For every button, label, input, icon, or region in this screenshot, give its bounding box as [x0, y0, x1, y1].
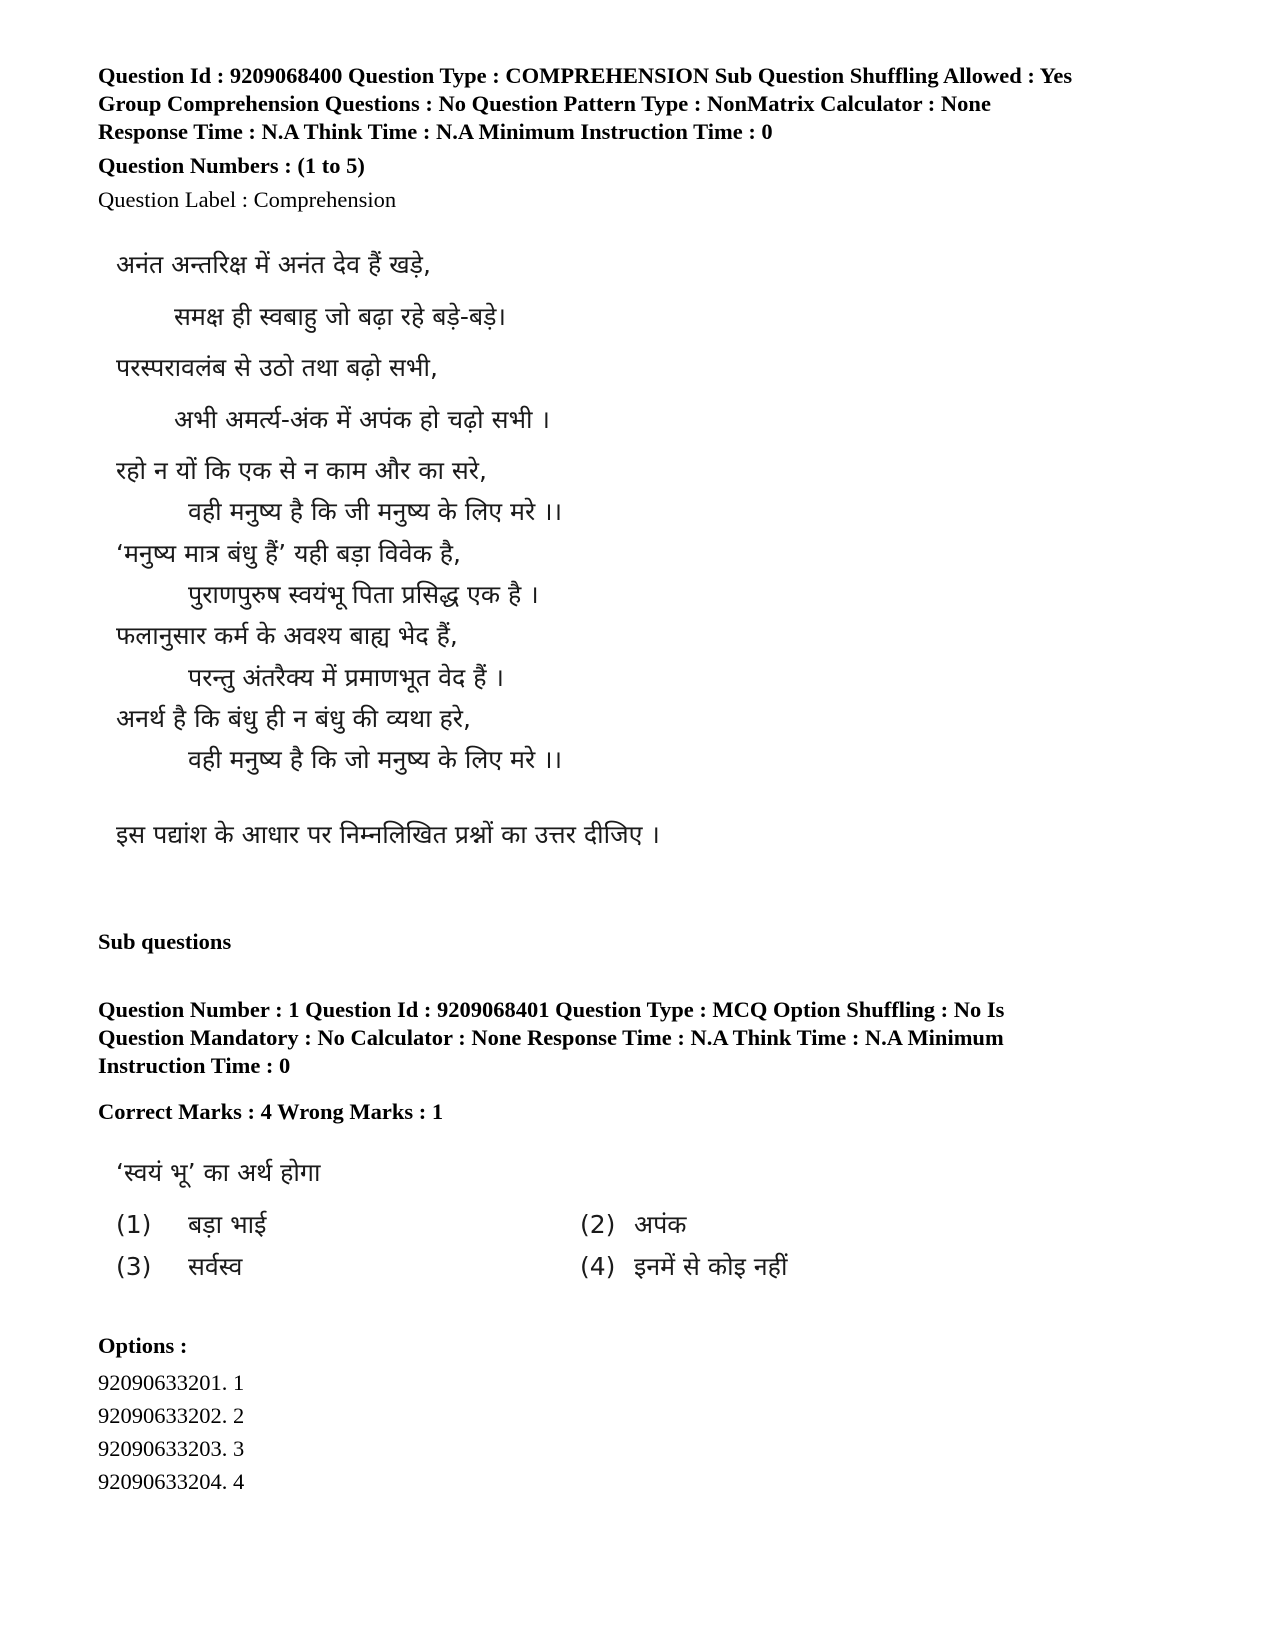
meta-line: Question Id : 9209068400 Question Type : COMPREHENSION Sub Question Shuffling Allowed : Yes	[98, 63, 1073, 88]
passage-line: अभी अमर्त्य-अंक में अपंक हो चढ़ो सभी ।	[174, 405, 550, 434]
options-heading: Options :	[98, 1333, 188, 1358]
option-item: 92090633204. 4	[98, 1469, 245, 1494]
choice-number: (3)	[116, 1252, 152, 1281]
passage-line: अनंत अन्तरिक्ष में अनंत देव हैं खड़े,	[116, 250, 431, 279]
choice-3	[116, 1252, 242, 1282]
meta-line: Group Comprehension Questions : No Question Pattern Type : NonMatrix Calculator : None	[98, 91, 991, 116]
passage-instruction: इस पद्यांश के आधार पर निम्नलिखित प्रश्नों का उत्तर दीजिए ।	[116, 820, 660, 849]
choice-4	[580, 1252, 787, 1282]
meta-line: Response Time : N.A Think Time : N.A Minimum Instruction Time : 0	[98, 119, 773, 144]
passage-line: रहो न यों कि एक से न काम और का सरे,	[116, 456, 487, 485]
question-label: Question Label : Comprehension	[98, 187, 397, 212]
choice-2	[580, 1210, 687, 1240]
passage-line: फलानुसार कर्म के अवश्य बाह्य भेद हैं,	[116, 621, 458, 650]
choice-text: अपंक	[634, 1210, 687, 1239]
choice-number: (4)	[580, 1252, 616, 1281]
question-meta	[98, 62, 1208, 146]
option-item: 92090633201. 1	[98, 1370, 245, 1395]
passage-line: अनर्थ है कि बंधु ही न बंधु की व्यथा हरे,	[116, 704, 471, 733]
choice-text: बड़ा भाई	[188, 1210, 267, 1239]
option-item: 92090633202. 2	[98, 1403, 245, 1428]
sub-questions-heading: Sub questions	[98, 929, 232, 954]
passage-line: पुराणपुरुष स्वयंभू पिता प्रसिद्ध एक है ।	[188, 580, 539, 609]
choice-text: इनमें से कोइ नहीं	[634, 1252, 788, 1281]
question-numbers: Question Numbers : (1 to 5)	[98, 153, 365, 178]
marks-info: Correct Marks : 4 Wrong Marks : 1	[98, 1099, 444, 1124]
meta-line: Question Number : 1 Question Id : 9209068401 Question Type : MCQ Option Shuffling : No Is	[98, 997, 1005, 1022]
option-item: 92090633203. 3	[98, 1436, 245, 1461]
choice-1	[116, 1210, 266, 1240]
choice-number: (2)	[580, 1210, 616, 1239]
passage-line: ‘मनुष्य मात्र बंधु हैं’ यही बड़ा विवेक है,	[116, 539, 461, 568]
choice-number: (1)	[116, 1210, 152, 1239]
meta-line: Instruction Time : 0	[98, 1053, 291, 1078]
meta-line: Question Mandatory : No Calculator : None Response Time : N.A Think Time : N.A Minimum	[98, 1025, 1004, 1050]
passage-line: परन्तु अंतरैक्य में प्रमाणभूत वेद हैं ।	[188, 663, 504, 692]
passage-line: समक्ष ही स्वबाहु जो बढ़ा रहे बड़े-बड़े।	[174, 302, 507, 331]
passage-line: वही मनुष्य है कि जी मनुष्य के लिए मरे ।।	[188, 497, 563, 526]
question-1-meta	[98, 996, 1208, 1080]
passage-line: वही मनुष्य है कि जो मनुष्य के लिए मरे ।।	[188, 745, 563, 774]
passage-line: परस्परावलंब से उठो तथा बढ़ो सभी,	[116, 353, 438, 382]
question-page	[98, 62, 1208, 1494]
choice-text: सर्वस्व	[188, 1252, 243, 1281]
question-text: ‘स्वयं भू’ का अर्थ होगा	[116, 1158, 321, 1187]
options-list	[98, 1366, 244, 1498]
